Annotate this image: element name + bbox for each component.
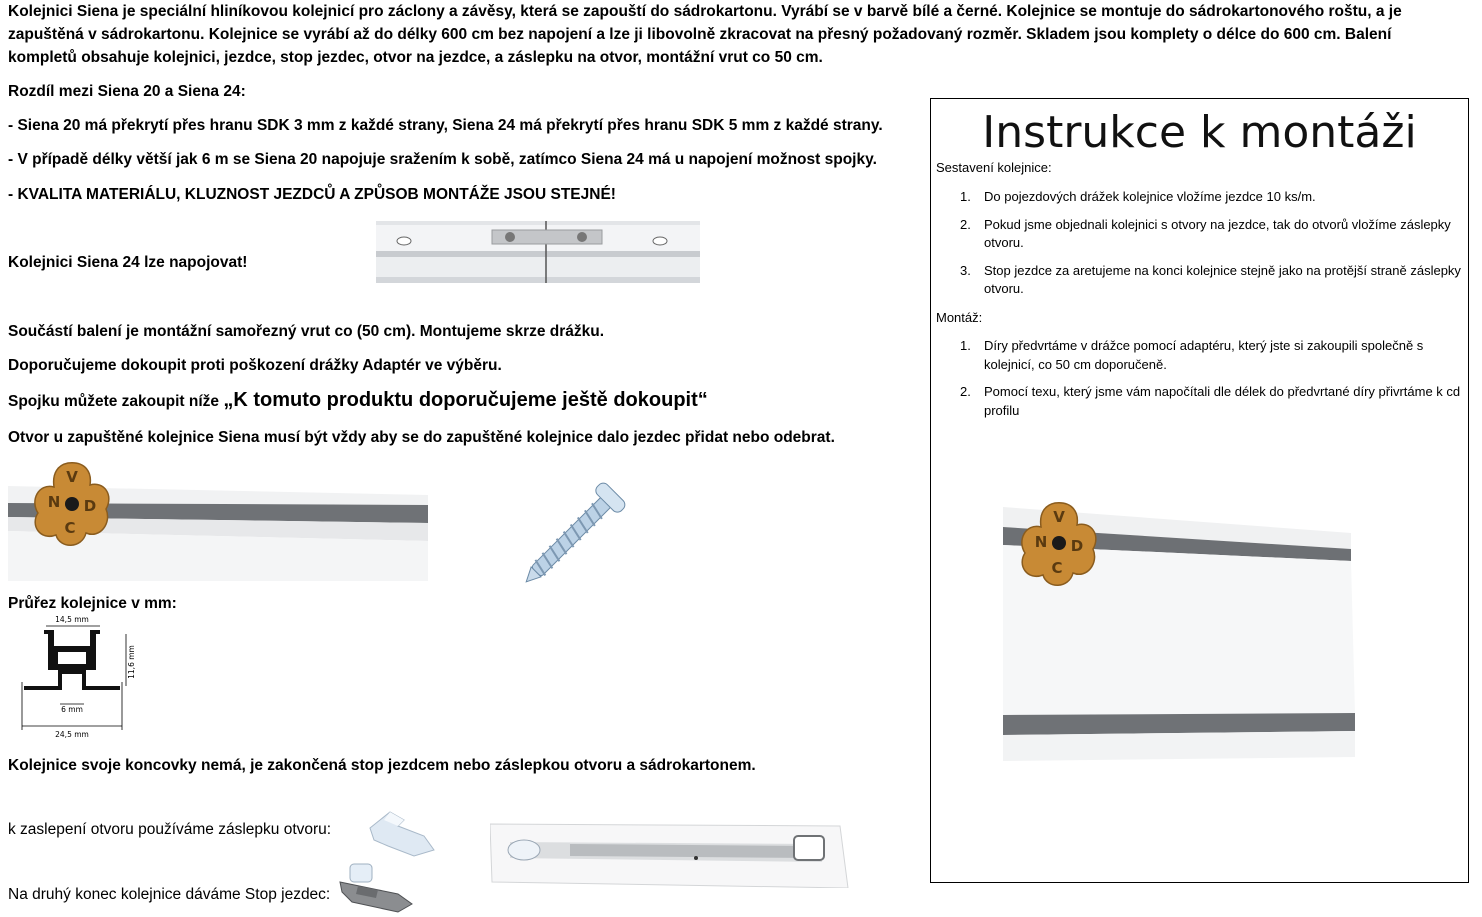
instructions-title: Instrukce k montáži: [982, 107, 1417, 158]
rider-letter-left: N: [47, 493, 61, 511]
rider-letter-bottom: C: [64, 519, 76, 537]
adapter-note: Doporučujeme dokoupit proti poškození drážky Adaptér ve výběru.: [8, 357, 502, 374]
joint-prefix: Spojku můžete zakoupit níže: [8, 393, 224, 410]
rail-joint-image: [376, 221, 700, 283]
closeup-letter-left: N: [1034, 533, 1048, 551]
end-caps-note: Kolejnice svoje koncovky nemá, je zakončená stop jezdcem nebo záslepkou otvoru a sádrokartonem.: [8, 757, 756, 774]
opening-plug-image: [364, 806, 440, 862]
rail-closeup-image: [1003, 499, 1383, 761]
mounting-step: 2. Pomocí texu, který jsme vám napočítali dle délek do předvrtané díry přivrtáme k cd profilu: [960, 384, 1461, 418]
stop-note: Na druhý konec kolejnice dáváme Stop jezdec:: [8, 886, 331, 903]
mounting-steps-list: [936, 337, 1466, 429]
cross-section-label: Průřez kolejnice v mm:: [8, 595, 177, 612]
assembly-step: 3. Stop jezdce za aretujeme na konci kolejnice stejně jako na protější straně záslepky otvoru.: [960, 262, 1461, 296]
mounting-heading: Montáž:: [936, 310, 983, 325]
opening-note: Otvor u zapuštěné kolejnice Siena musí být vždy aby se do zapuštěné kolejnice dalo jezdec přidat nebo odebrat.: [8, 429, 835, 446]
rider-letter-right: D: [83, 497, 97, 515]
assembly-step: 2. Pokud jsme objednali kolejnici s otvory na jezdce, tak do otvorů vložíme záslepky otvoru.: [960, 216, 1451, 250]
rail-with-rider-image: [8, 461, 428, 581]
recommended-products-link[interactable]: „K tomuto produktu doporučujeme ještě dokoupit“: [223, 389, 708, 411]
screw-note: Součástí balení je montážní samořezný vrut co (50 cm). Montujeme skrze drážku.: [8, 323, 605, 340]
screw-image: [500, 478, 650, 588]
difference-item-3: - KVALITA MATERIÁLU, KLUZNOST JEZDCŮ A ZPŮSOB MONTÁŽE JSOU STEJNÉ!: [8, 186, 616, 203]
cross-section-diagram: [12, 612, 142, 742]
closeup-letter-bottom: C: [1051, 559, 1063, 577]
dim-top: 14,5 mm: [55, 615, 89, 624]
difference-item-1: - Siena 20 má překrytí přes hranu SDK 3 mm z každé strany, Siena 24 má překrytí přes hranu SDK 5 mm z každé strany.: [8, 117, 883, 134]
joint-note: [8, 389, 708, 413]
installation-instructions-panel: [930, 98, 1469, 883]
dim-bottom: 24,5 mm: [55, 730, 89, 739]
closeup-letter-top: V: [1053, 508, 1065, 526]
assembly-step: 1. Do pojezdových drážek kolejnice vložíme jezdce 10 ks/m.: [960, 189, 1316, 204]
rider-letter-top: V: [66, 468, 78, 486]
mounting-step: 1. Díry předvrtáme v drážce pomocí adaptéru, který jste si zakoupili společně s kolejnicí, co 50 cm doporučeně.: [960, 338, 1424, 372]
dim-slot: 6 mm: [61, 705, 83, 714]
rail-with-plug-image: [490, 822, 850, 888]
assembly-heading: Sestavení kolejnice:: [936, 160, 1052, 175]
intro-paragraph: Kolejnici Siena je speciální hliníkovou kolejnicí pro záclony a závěsy, která se zapouští do sádrokartonu. Vyrábí se v barvě bílé a černé. Kolejnice se montuje do sádrokartonového roštu, a je zapuštěná v sádrokartonu. Kolejnice se vyrábí až do délky 600 cm bez napojení a lze ji libovolně zkracovat na přesný požadovaný rozměr. Skladem jsou komplety o délce do 600 cm. Balení kompletů obsahuje kolejnici, jezdce, stop jezdec, otvor na jezdce, a záslepku na otvor, montážní vrut co 50 cm.: [8, 3, 1402, 66]
joining-note: Kolejnici Siena 24 lze napojovat!: [8, 254, 248, 271]
difference-heading: Rozdíl mezi Siena 20 a Siena 24:: [8, 83, 246, 100]
stop-rider-image: [338, 858, 418, 916]
dim-height: 11,6 mm: [127, 645, 136, 679]
plug-note: k zaslepení otvoru používáme záslepku otvoru:: [8, 821, 332, 838]
difference-item-2: - V případě délky větší jak 6 m se Siena 20 napojuje sražením k sobě, zatímco Siena 24 má u napojení možnost spojky.: [8, 151, 877, 168]
assembly-steps-list: [936, 188, 1466, 308]
closeup-letter-right: D: [1070, 537, 1084, 555]
